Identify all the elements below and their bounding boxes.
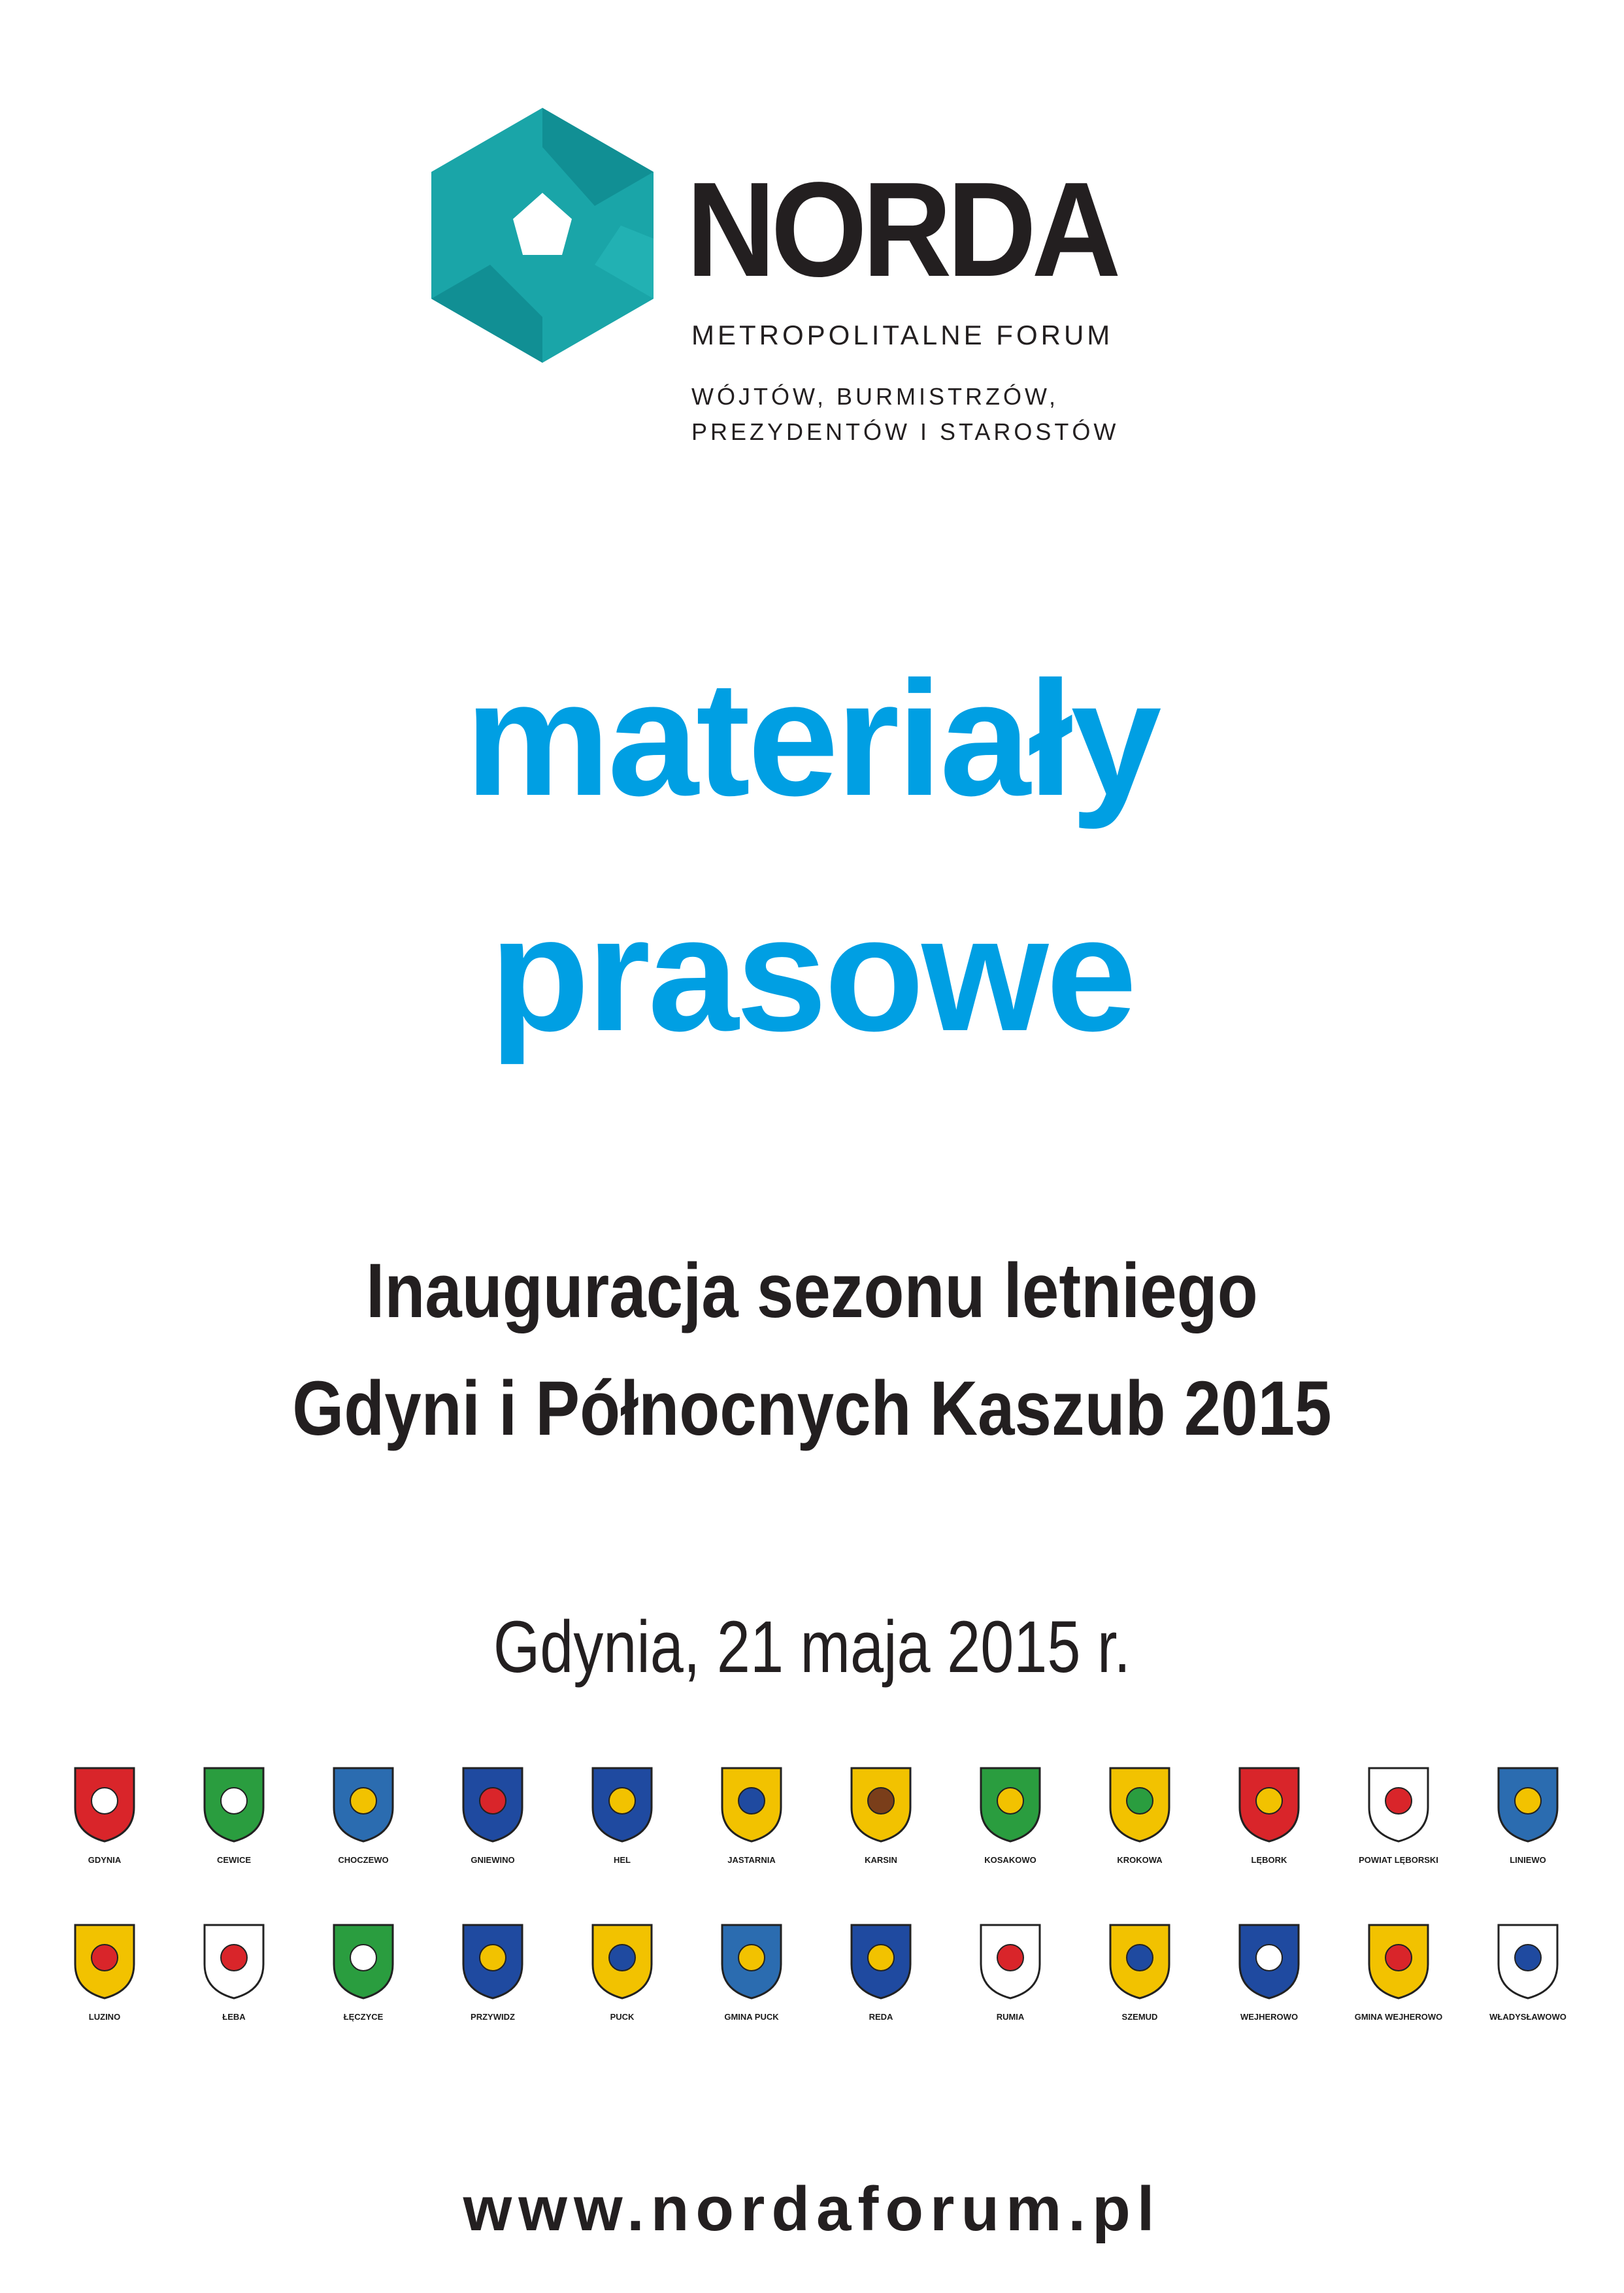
lebork-crest-icon <box>1236 1765 1302 1843</box>
crest-krokowa <box>1081 1765 1199 1866</box>
crest-label: KOSAKOWO <box>984 1855 1036 1865</box>
norda-logo-icon <box>425 108 660 363</box>
crest-gniewino <box>434 1765 552 1866</box>
krokowa-crest-icon <box>1107 1765 1172 1843</box>
crest-hel <box>563 1765 681 1866</box>
cewice-crest-icon <box>201 1765 267 1843</box>
crest-label: RUMIA <box>996 2012 1025 2022</box>
crest-lebork <box>1210 1765 1328 1866</box>
crest-label: GDYNIA <box>88 1855 122 1865</box>
brand-tagline-line-1: WÓJTÓW, BURMISTRZÓW, <box>691 383 1059 410</box>
crest-powiat-leborski <box>1340 1765 1457 1866</box>
puck-crest-icon <box>589 1922 655 2000</box>
crest-label: WEJHEROWO <box>1240 2012 1299 2022</box>
kosakowo-crest-icon <box>978 1765 1043 1843</box>
headline-line-1: materiały <box>465 647 1159 829</box>
wejherowo-crest-icon <box>1236 1922 1302 2000</box>
crest-jastarnia <box>693 1765 810 1866</box>
event-title-line-1: Inauguracja sezonu letniego <box>366 1248 1258 1334</box>
crest-label: GMINA WEJHEROWO <box>1354 2012 1443 2022</box>
brand-tagline <box>691 379 1119 450</box>
crest-label: GNIEWINO <box>471 1855 515 1865</box>
crest-kosakowo <box>952 1765 1069 1866</box>
crest-wejherowo <box>1210 1922 1328 2022</box>
crest-szemud <box>1081 1922 1199 2022</box>
crest-label: PRZYWIDZ <box>471 2012 515 2022</box>
gmina-wejherowo-crest-icon <box>1366 1922 1431 2000</box>
crest-label: REDA <box>869 2012 893 2022</box>
gdynia-crest-icon <box>72 1765 137 1843</box>
crest-label: SZEMUD <box>1121 2012 1158 2022</box>
crest-przywidz <box>434 1922 552 2022</box>
crest-label: CHOCZEWO <box>338 1855 389 1865</box>
crest-label: ŁĘCZYCE <box>343 2012 384 2022</box>
crest-leczyce <box>305 1922 422 2022</box>
crest-karsin <box>822 1765 940 1866</box>
crest-label: LINIEWO <box>1510 1855 1546 1865</box>
crest-gdynia <box>46 1765 163 1866</box>
crest-label: KROKOWA <box>1117 1855 1163 1865</box>
powiat-leborski-crest-icon <box>1366 1765 1431 1843</box>
crest-label: GMINA PUCK <box>724 2012 779 2022</box>
crest-label: HEL <box>614 1855 631 1865</box>
crest-cewice <box>175 1765 293 1866</box>
crest-label: LUZINO <box>88 2012 121 2022</box>
crest-gmina-puck <box>693 1922 810 2022</box>
crest-leba <box>175 1922 293 2022</box>
crest-puck <box>563 1922 681 2022</box>
liniewo-crest-icon <box>1495 1765 1561 1843</box>
crest-label: WŁADYSŁAWOWO <box>1489 2012 1566 2022</box>
rumia-crest-icon <box>978 1922 1043 2000</box>
brand-name: NORDA <box>686 154 1117 305</box>
crest-gmina-wejherowo <box>1340 1922 1457 2022</box>
crest-luzino <box>46 1922 163 2022</box>
brand-subtitle: METROPOLITALNE FORUM <box>691 320 1114 350</box>
karsin-crest-icon <box>848 1765 914 1843</box>
jastarnia-crest-icon <box>719 1765 784 1843</box>
hel-crest-icon <box>589 1765 655 1843</box>
crest-reda <box>822 1922 940 2022</box>
crest-label: CEWICE <box>217 1855 251 1865</box>
crest-wladyslawowo <box>1469 1922 1587 2022</box>
crest-liniewo <box>1469 1765 1587 1866</box>
choczewo-crest-icon <box>331 1765 396 1843</box>
crest-rumia <box>952 1922 1069 2022</box>
crest-choczewo <box>305 1765 422 1866</box>
gmina-puck-crest-icon <box>719 1922 784 2000</box>
przywidz-crest-icon <box>460 1922 525 2000</box>
reda-crest-icon <box>848 1922 914 2000</box>
crest-label: KARSIN <box>865 1855 897 1865</box>
event-title-line-2: Gdyni i Północnych Kaszub 2015 <box>292 1365 1332 1452</box>
szemud-crest-icon <box>1107 1922 1172 2000</box>
website-link[interactable]: www.nordaforum.pl <box>463 2174 1161 2244</box>
crest-label: LĘBORK <box>1251 1855 1287 1865</box>
brand-tagline-line-2: PREZYDENTÓW I STAROSTÓW <box>691 418 1119 445</box>
headline-line-2: prasowe <box>489 882 1135 1065</box>
wladyslawowo-crest-icon <box>1495 1922 1561 2000</box>
luzino-crest-icon <box>72 1922 137 2000</box>
crest-label: ŁEBA <box>222 2012 246 2022</box>
leba-crest-icon <box>201 1922 267 2000</box>
leczyce-crest-icon <box>331 1922 396 2000</box>
crest-label: JASTARNIA <box>727 1855 776 1865</box>
crest-label: POWIAT LĘBORSKI <box>1359 1855 1438 1865</box>
event-date: Gdynia, 21 maja 2015 r. <box>493 1606 1131 1688</box>
gniewino-crest-icon <box>460 1765 525 1843</box>
crest-label: PUCK <box>610 2012 635 2022</box>
